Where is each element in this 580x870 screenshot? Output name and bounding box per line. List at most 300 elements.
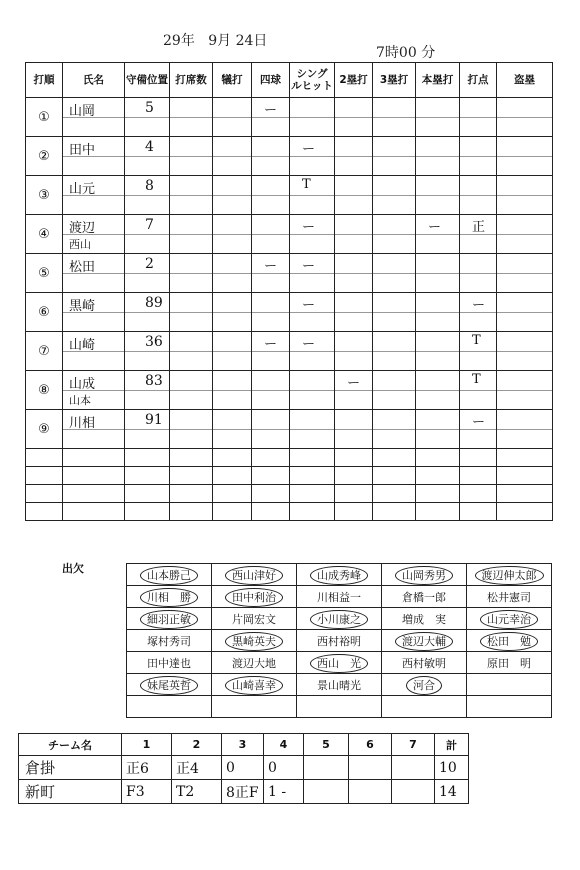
attendance-row xyxy=(127,630,552,652)
date-day: 24 xyxy=(235,33,254,49)
empty-cell xyxy=(460,503,497,521)
present-member-name: 松田 勉 xyxy=(480,632,538,651)
cell-divider xyxy=(290,176,334,196)
col-sacrifice: 犠打 xyxy=(213,63,252,98)
stat-cell xyxy=(170,98,213,137)
cell-divider xyxy=(460,254,496,274)
substitute-name: 山本 xyxy=(69,394,91,407)
stat-cell xyxy=(252,215,290,254)
stat-cell xyxy=(416,254,460,293)
inning-score xyxy=(349,780,392,804)
present-member-name: 田中利治 xyxy=(225,588,283,607)
player-name-cell xyxy=(63,137,125,176)
empty-cell xyxy=(63,467,125,485)
batting-order-cell xyxy=(26,293,63,332)
cell-divider xyxy=(213,215,251,235)
cell-divider xyxy=(252,293,289,313)
member-name: 西村敏明 xyxy=(402,656,446,670)
cell-divider xyxy=(335,176,372,196)
score-col-inning-4: 4 xyxy=(264,734,304,756)
batting-order-number: ⑨ xyxy=(38,422,50,437)
position-cell xyxy=(125,410,170,449)
attendance-cell xyxy=(212,564,297,586)
tally-mark: ー xyxy=(264,337,278,352)
batting-order-cell xyxy=(26,254,63,293)
empty-cell xyxy=(460,467,497,485)
batting-order-number: ① xyxy=(38,110,50,125)
tally-mark: ー xyxy=(302,220,316,235)
stat-cell xyxy=(252,332,290,371)
member-name: 景山晴光 xyxy=(317,678,361,692)
batting-order-cell xyxy=(26,371,63,410)
empty-cell xyxy=(26,449,63,467)
cell-divider xyxy=(416,176,459,196)
stat-cell xyxy=(497,98,553,137)
cell-divider xyxy=(252,410,289,430)
stat-cell xyxy=(497,176,553,215)
player-name: 松田 xyxy=(69,260,96,275)
cell-divider xyxy=(252,215,289,235)
batting-order-number: ④ xyxy=(38,227,50,242)
inning-score xyxy=(304,780,349,804)
cell-divider xyxy=(497,293,552,313)
cell-divider xyxy=(497,137,552,157)
stat-cell xyxy=(252,98,290,137)
attendance-cell xyxy=(127,608,212,630)
empty-cell xyxy=(125,485,170,503)
stat-cell xyxy=(497,293,553,332)
cell-divider xyxy=(497,332,552,352)
total-score: 14 xyxy=(435,780,469,804)
stat-cell xyxy=(170,371,213,410)
tally-mark: 正 xyxy=(472,220,486,235)
player-name: 山元 xyxy=(69,182,96,197)
position-value: 36 xyxy=(145,334,163,350)
empty-cell xyxy=(290,503,335,521)
batting-header-row xyxy=(26,63,553,98)
score-col-inning-5: 5 xyxy=(304,734,349,756)
empty-cell xyxy=(213,485,252,503)
inning-score: 正4 xyxy=(172,756,222,780)
player-name-cell xyxy=(63,176,125,215)
col-plate-appearances: 打席数 xyxy=(170,63,213,98)
stat-cell xyxy=(335,371,373,410)
score-col-inning-2: 2 xyxy=(172,734,222,756)
attendance-cell xyxy=(127,564,212,586)
present-member-name: 山成秀峰 xyxy=(310,566,368,585)
stat-cell xyxy=(290,254,335,293)
stat-cell xyxy=(460,410,497,449)
cell-divider xyxy=(373,410,415,430)
batting-order-number: ③ xyxy=(38,188,50,203)
tally-mark: ー xyxy=(264,103,278,118)
position-cell xyxy=(125,254,170,293)
empty-cell xyxy=(497,485,553,503)
stat-cell xyxy=(213,98,252,137)
cell-divider xyxy=(335,254,372,274)
empty-row xyxy=(26,503,553,521)
position-cell xyxy=(125,293,170,332)
stat-cell xyxy=(460,98,497,137)
stat-cell xyxy=(497,332,553,371)
tally-mark: ー xyxy=(302,337,316,352)
attendance-cell xyxy=(297,630,382,652)
cell-divider xyxy=(460,98,496,118)
attendance-cell xyxy=(212,630,297,652)
cell-divider xyxy=(460,176,496,196)
empty-cell xyxy=(252,485,290,503)
stat-cell xyxy=(290,137,335,176)
cell-divider xyxy=(460,137,496,157)
empty-cell xyxy=(416,503,460,521)
tally-mark: ー xyxy=(428,220,442,235)
stat-cell xyxy=(290,176,335,215)
attendance-cell xyxy=(467,630,552,652)
member-name: 原田 明 xyxy=(487,656,531,670)
player-name: 川相 xyxy=(69,416,96,431)
stat-cell xyxy=(335,98,373,137)
stat-cell xyxy=(290,293,335,332)
attendance-row xyxy=(127,674,552,696)
cell-divider xyxy=(373,293,415,313)
batting-order-cell xyxy=(26,137,63,176)
stat-cell xyxy=(373,371,416,410)
cell-divider xyxy=(252,137,289,157)
time-minute-unit: 分 xyxy=(421,45,436,61)
batting-order-number: ② xyxy=(38,149,50,164)
attendance-cell xyxy=(212,696,297,718)
present-member-name: 細羽正敏 xyxy=(140,610,198,629)
score-header-row xyxy=(19,734,469,756)
cell-divider xyxy=(373,98,415,118)
cell-divider xyxy=(213,332,251,352)
time-minute: 00 xyxy=(398,45,417,61)
time-hour: 7 xyxy=(376,45,385,61)
attendance-cell xyxy=(127,586,212,608)
stat-cell xyxy=(335,176,373,215)
inning-score xyxy=(349,756,392,780)
empty-cell xyxy=(170,467,213,485)
stat-cell xyxy=(335,137,373,176)
stat-cell xyxy=(335,254,373,293)
stat-cell xyxy=(373,137,416,176)
present-member-name: 渡辺大輔 xyxy=(395,632,453,651)
member-name: 塚村秀司 xyxy=(147,634,191,648)
attendance-table xyxy=(126,563,552,718)
tally-mark: ー xyxy=(302,298,316,313)
cell-divider xyxy=(170,176,212,196)
empty-cell xyxy=(63,485,125,503)
cell-divider xyxy=(290,371,334,391)
total-score: 10 xyxy=(435,756,469,780)
attendance-row xyxy=(127,608,552,630)
stat-cell xyxy=(170,176,213,215)
team-name: 新町 xyxy=(19,780,122,804)
stat-cell xyxy=(373,254,416,293)
cell-divider xyxy=(497,410,552,430)
attendance-row xyxy=(127,696,552,718)
empty-row xyxy=(26,449,553,467)
player-name: 田中 xyxy=(69,143,96,158)
position-cell xyxy=(125,371,170,410)
score-table xyxy=(18,733,469,804)
score-col-inning-6: 6 xyxy=(349,734,392,756)
batting-row xyxy=(26,215,553,254)
empty-cell xyxy=(416,485,460,503)
cell-divider xyxy=(416,254,459,274)
batting-order-cell xyxy=(26,410,63,449)
stat-cell xyxy=(170,293,213,332)
stat-cell xyxy=(335,332,373,371)
stat-cell xyxy=(213,410,252,449)
attendance-cell xyxy=(382,652,467,674)
member-name: 増成 実 xyxy=(402,612,446,626)
player-name-cell xyxy=(63,293,125,332)
tally-mark: ー xyxy=(264,259,278,274)
stat-cell xyxy=(373,215,416,254)
col-double: 2塁打 xyxy=(335,63,373,98)
stat-cell xyxy=(373,176,416,215)
stat-cell xyxy=(416,176,460,215)
cell-divider xyxy=(213,293,251,313)
stat-cell xyxy=(460,137,497,176)
batting-row xyxy=(26,137,553,176)
cell-divider xyxy=(497,215,552,235)
tally-mark: ー xyxy=(302,142,316,157)
position-value: 8 xyxy=(145,178,154,194)
present-member-name: 西山津好 xyxy=(225,566,283,585)
score-row-team-1 xyxy=(19,756,469,780)
stat-cell xyxy=(335,410,373,449)
cell-divider xyxy=(497,254,552,274)
stat-cell xyxy=(460,254,497,293)
position-value: 91 xyxy=(145,412,163,428)
cell-divider xyxy=(213,410,251,430)
cell-divider xyxy=(335,332,372,352)
empty-cell xyxy=(373,467,416,485)
stat-cell xyxy=(213,137,252,176)
cell-divider xyxy=(170,410,212,430)
col-walks: 四球 xyxy=(252,63,290,98)
empty-cell xyxy=(497,503,553,521)
stat-cell xyxy=(252,293,290,332)
stat-cell xyxy=(213,215,252,254)
inning-score: 正6 xyxy=(122,756,172,780)
member-name: 西村裕明 xyxy=(317,634,361,648)
stat-cell xyxy=(416,410,460,449)
member-name: 田中達也 xyxy=(147,656,191,670)
cell-divider xyxy=(416,137,459,157)
empty-cell xyxy=(335,467,373,485)
stat-cell xyxy=(497,137,553,176)
attendance-row xyxy=(127,652,552,674)
empty-cell xyxy=(252,449,290,467)
stat-cell xyxy=(416,98,460,137)
cell-divider xyxy=(373,254,415,274)
empty-cell xyxy=(416,467,460,485)
stat-cell xyxy=(252,410,290,449)
attendance-cell xyxy=(297,696,382,718)
col-steals: 盗塁 xyxy=(497,63,553,98)
stat-cell xyxy=(290,410,335,449)
cell-divider xyxy=(335,137,372,157)
score-col-inning-7: 7 xyxy=(392,734,435,756)
batting-order-number: ⑥ xyxy=(38,305,50,320)
attendance-cell xyxy=(212,674,297,696)
date-header xyxy=(163,30,267,50)
stat-cell xyxy=(170,254,213,293)
stat-cell xyxy=(290,98,335,137)
attendance-cell xyxy=(467,564,552,586)
cell-divider xyxy=(252,371,289,391)
attendance-cell xyxy=(467,696,552,718)
present-member-name: 西山 光 xyxy=(310,654,368,673)
score-col-total: 計 xyxy=(435,734,469,756)
stat-cell xyxy=(373,410,416,449)
present-member-name: 山本勝己 xyxy=(140,566,198,585)
empty-cell xyxy=(373,503,416,521)
stat-cell xyxy=(497,215,553,254)
cell-divider xyxy=(497,176,552,196)
substitute-name: 西山 xyxy=(69,238,91,251)
inning-score: 8正F xyxy=(222,780,264,804)
position-value: 4 xyxy=(145,139,154,155)
stat-cell xyxy=(460,215,497,254)
present-member-name: 山岡秀男 xyxy=(395,566,453,585)
player-name-cell xyxy=(63,215,125,254)
tally-mark: ー xyxy=(347,376,361,391)
stat-cell xyxy=(170,332,213,371)
empty-cell xyxy=(290,485,335,503)
player-name-cell xyxy=(63,410,125,449)
batting-order-cell xyxy=(26,176,63,215)
attendance-cell xyxy=(297,652,382,674)
batting-order-number: ⑦ xyxy=(38,344,50,359)
attendance-cell xyxy=(382,564,467,586)
cell-divider xyxy=(416,98,459,118)
attendance-cell xyxy=(212,652,297,674)
player-name-cell xyxy=(63,254,125,293)
empty-cell xyxy=(63,449,125,467)
cell-divider xyxy=(335,410,372,430)
position-value: 2 xyxy=(145,256,154,272)
stat-cell xyxy=(416,215,460,254)
batting-row xyxy=(26,98,553,137)
empty-cell xyxy=(125,503,170,521)
stat-cell xyxy=(252,371,290,410)
team-name: 倉掛 xyxy=(19,756,122,780)
batting-order-cell xyxy=(26,215,63,254)
cell-divider xyxy=(170,332,212,352)
member-name: 松井憲司 xyxy=(487,590,531,604)
position-cell xyxy=(125,332,170,371)
attendance-cell xyxy=(382,696,467,718)
stat-cell xyxy=(213,293,252,332)
attendance-cell xyxy=(127,630,212,652)
score-col-inning-3: 3 xyxy=(222,734,264,756)
stat-cell xyxy=(252,137,290,176)
attendance-cell xyxy=(467,674,552,696)
attendance-cell xyxy=(212,586,297,608)
present-member-name: 黒崎英夫 xyxy=(225,632,283,651)
stat-cell xyxy=(497,371,553,410)
attendance-cell xyxy=(467,586,552,608)
empty-cell xyxy=(125,467,170,485)
score-row-team-2 xyxy=(19,780,469,804)
cell-divider xyxy=(373,371,415,391)
present-member-name: 小川康之 xyxy=(310,610,368,629)
stat-cell xyxy=(373,293,416,332)
col-triple: 3塁打 xyxy=(373,63,416,98)
stat-cell xyxy=(460,371,497,410)
attendance-cell xyxy=(127,696,212,718)
attendance-cell xyxy=(297,564,382,586)
tally-mark: T xyxy=(302,177,311,192)
empty-cell xyxy=(497,449,553,467)
empty-cell xyxy=(213,449,252,467)
batting-row xyxy=(26,332,553,371)
empty-cell xyxy=(170,485,213,503)
player-name: 山成 xyxy=(69,377,96,392)
batting-row xyxy=(26,254,553,293)
inning-score: 0 xyxy=(222,756,264,780)
empty-cell xyxy=(335,485,373,503)
time-hour-unit: 時 xyxy=(384,45,399,61)
player-name-cell xyxy=(63,371,125,410)
cell-divider xyxy=(252,176,289,196)
tally-mark: T xyxy=(472,333,481,348)
attendance-cell xyxy=(127,652,212,674)
player-name-cell xyxy=(63,98,125,137)
cell-divider xyxy=(373,137,415,157)
batting-row xyxy=(26,410,553,449)
stat-cell xyxy=(170,410,213,449)
stat-cell xyxy=(373,98,416,137)
attendance-label: 出欠 xyxy=(62,562,84,575)
stat-cell xyxy=(252,176,290,215)
attendance-row xyxy=(127,586,552,608)
score-col-team: チーム名 xyxy=(19,734,122,756)
empty-cell xyxy=(63,503,125,521)
empty-cell xyxy=(125,449,170,467)
position-value: 5 xyxy=(145,100,154,116)
empty-cell xyxy=(290,467,335,485)
attendance-cell xyxy=(212,608,297,630)
batting-row xyxy=(26,293,553,332)
position-cell xyxy=(125,98,170,137)
stat-cell xyxy=(170,137,213,176)
col-position: 守備位置 xyxy=(125,63,170,98)
cell-divider xyxy=(290,98,334,118)
cell-divider xyxy=(416,410,459,430)
cell-divider xyxy=(213,176,251,196)
member-name: 倉橋一郎 xyxy=(402,590,446,604)
cell-divider xyxy=(213,254,251,274)
cell-divider xyxy=(497,98,552,118)
cell-divider xyxy=(335,293,372,313)
present-member-name: 渡辺伸太郎 xyxy=(475,566,544,585)
col-batting-order: 打順 xyxy=(26,63,63,98)
stat-cell xyxy=(416,371,460,410)
present-member-name: 河合 xyxy=(406,676,442,695)
batting-row xyxy=(26,371,553,410)
stat-cell xyxy=(416,137,460,176)
cell-divider xyxy=(170,137,212,157)
stat-cell xyxy=(373,332,416,371)
cell-divider xyxy=(373,176,415,196)
attendance-cell xyxy=(467,608,552,630)
stat-cell xyxy=(170,215,213,254)
